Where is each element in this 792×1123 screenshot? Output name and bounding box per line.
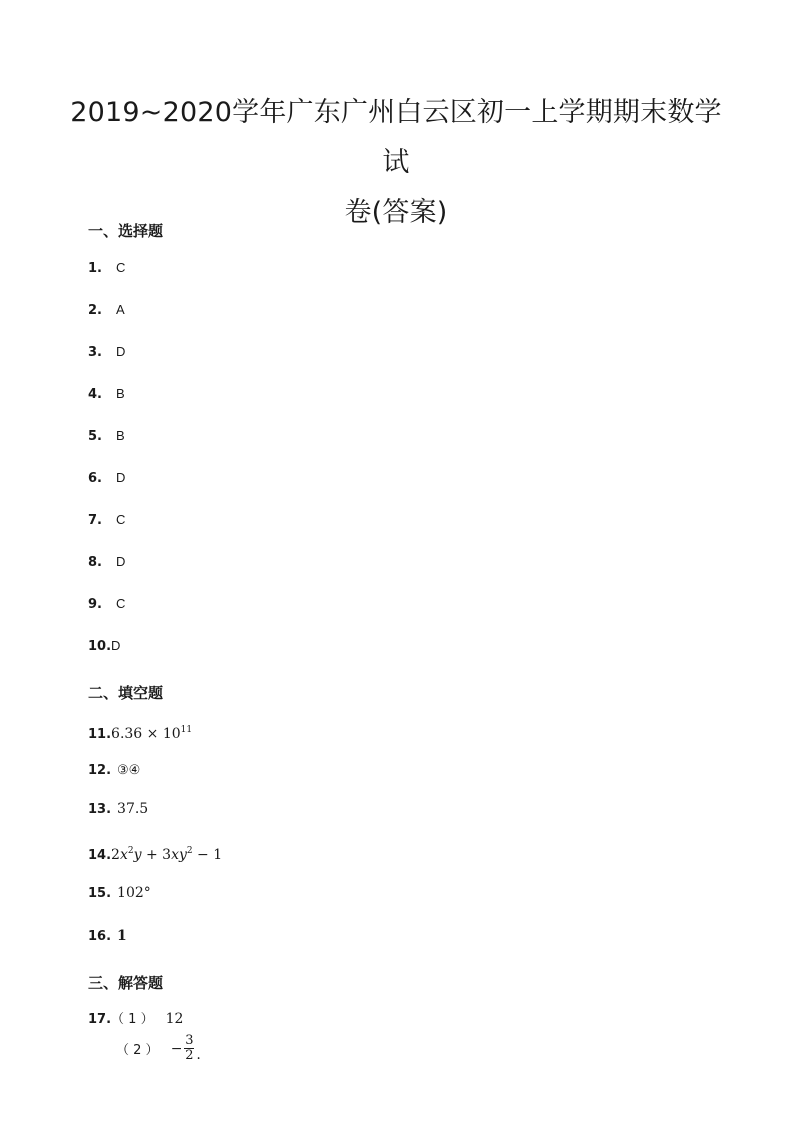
question-answer: B <box>116 428 125 443</box>
question-answer: A <box>116 302 125 317</box>
fraction <box>184 1034 194 1063</box>
question-item-13 <box>88 799 148 819</box>
title-line-2: 卷(答案) <box>344 197 448 228</box>
question-answer: ③④ <box>117 762 141 777</box>
question-answer: B <box>116 386 125 401</box>
denominator: 2 <box>185 1048 194 1063</box>
numerator: 3 <box>185 1033 194 1048</box>
section-heading-choice: 一、选择题 <box>88 222 164 240</box>
question-answer-math: $6.36 \times 10^{11}$ <box>111 725 193 742</box>
question-answer: C <box>116 596 126 611</box>
question-item <box>88 300 125 320</box>
title-line-1: 2019~2020学年广东广州白云区初一上学期期末数学试 <box>70 97 722 178</box>
question-number: 14. <box>88 848 112 863</box>
question-answer-math: 1 <box>117 928 127 944</box>
question-answer-math: 102° <box>117 885 151 901</box>
question-answer: C <box>116 260 126 275</box>
question-item-15 <box>88 883 151 903</box>
question-item <box>88 510 125 530</box>
question-number: 11. <box>88 727 112 742</box>
question-number: 9. <box>88 597 102 612</box>
question-answer-math: $2x^2y + 3xy^2 - 1$ <box>111 846 223 863</box>
section-heading-solve: 三、解答题 <box>88 974 164 992</box>
question-number: 10. <box>88 639 112 654</box>
question-number: 6. <box>88 471 102 486</box>
question-item <box>88 258 125 278</box>
period: . <box>196 1047 201 1063</box>
question-item-14 <box>88 841 222 861</box>
question-number: 3. <box>88 345 102 360</box>
question-answer: D <box>111 638 121 653</box>
question-item <box>88 594 125 614</box>
question-item <box>88 636 120 656</box>
part-label: （ 2 ） <box>116 1043 159 1058</box>
minus-sign: − <box>170 1040 183 1057</box>
question-item <box>88 384 125 404</box>
question-answer: D <box>116 470 126 485</box>
question-answer: C <box>116 512 126 527</box>
question-number: 4. <box>88 387 102 402</box>
question-item <box>88 552 125 572</box>
question-answer: D <box>116 344 126 359</box>
document-title <box>60 88 732 238</box>
question-item-12 <box>88 760 140 780</box>
question-number: 17. <box>88 1012 112 1027</box>
part-answer: 12 <box>165 1011 184 1027</box>
question-number: 15. <box>88 886 112 901</box>
question-item-17 <box>88 1009 183 1029</box>
question-number: 13. <box>88 802 112 817</box>
question-number: 12. <box>88 763 112 778</box>
question-number: 2. <box>88 303 102 318</box>
question-item <box>88 342 125 362</box>
section-heading-fill: 二、填空题 <box>88 684 164 702</box>
question-item-11 <box>88 720 192 740</box>
question-number: 16. <box>88 929 112 944</box>
question-answer: D <box>116 554 126 569</box>
question-number: 1. <box>88 261 102 276</box>
part-label: （ 1 ） <box>111 1012 154 1027</box>
question-item <box>88 468 125 488</box>
question-answer-math: 37.5 <box>117 801 149 817</box>
question-item-16 <box>88 926 127 946</box>
question-number: 8. <box>88 555 102 570</box>
question-item <box>88 426 125 446</box>
question-number: 5. <box>88 429 102 444</box>
question-number: 7. <box>88 513 102 528</box>
question-17-part-2 <box>116 1034 201 1063</box>
